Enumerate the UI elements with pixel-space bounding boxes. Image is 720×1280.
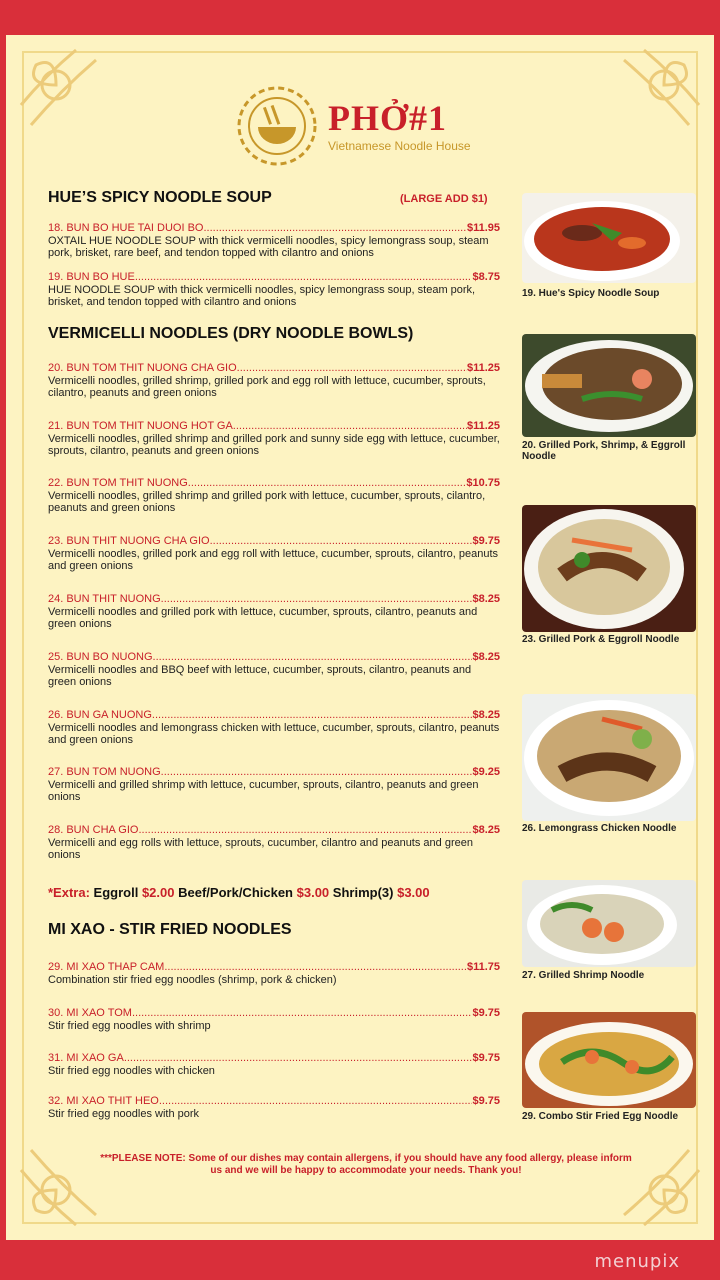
section-title-mixao: MI XAO - STIR FRIED NOODLES <box>48 921 292 938</box>
item-description: Vermicelli noodles, grilled pork and egg roll with lettuce, cucumber, sprouts, cilantro, peanuts and green onions <box>48 548 499 572</box>
photo-grilled-pork-eggroll <box>522 505 696 632</box>
item-description: Stir fried egg noodles with pork <box>48 1108 200 1120</box>
item-name: 25. BUN BO NUONG <box>48 651 153 663</box>
extra-shrimp: Shrimp(3) <box>332 885 394 900</box>
extra-shrimp-price: $3.00 <box>397 885 430 900</box>
item-price: $8.25 <box>472 593 500 605</box>
item-price: $8.75 <box>472 271 500 283</box>
brand-tagline: Vietnamese Noodle House <box>328 139 471 153</box>
photo-caption: 23. Grilled Pork & Eggroll Noodle <box>522 634 680 645</box>
menu-item-23 <box>48 535 500 572</box>
item-price: $10.75 <box>466 477 500 489</box>
item-description: Vermicelli and egg rolls with lettuce, sprouts, cucumber, cilantro and peanuts and green onions <box>48 837 473 861</box>
menu-page <box>6 35 714 1240</box>
top-red-bar <box>0 0 720 30</box>
menu-item-30 <box>48 1007 500 1032</box>
item-name: 30. MI XAO TOM <box>48 1007 132 1019</box>
item-price: $8.25 <box>472 651 500 663</box>
item-price: $11.25 <box>466 362 500 374</box>
menu-item-28 <box>48 824 500 861</box>
item-description: Vermicelli noodles, grilled shrimp and grilled pork with lettuce, cucumber, sprouts, cilantro, peanuts and green onions <box>48 490 486 514</box>
corner-ornament-top-right <box>584 45 704 165</box>
photo-grilled-shrimp <box>522 880 696 967</box>
corner-ornament-top-left <box>16 45 136 165</box>
item-price: $8.25 <box>472 709 500 721</box>
photo-caption: 27. Grilled Shrimp Noodle <box>522 970 645 981</box>
item-name: 28. BUN CHA GIO <box>48 824 139 836</box>
item-description: Stir fried egg noodles with shrimp <box>48 1020 211 1032</box>
item-description: Vermicelli noodles and BBQ beef with lettuce, cucumber, sprouts, cilantro, peanuts and green onions <box>48 664 472 688</box>
item-description: Vermicelli noodles and lemongrass chicken with lettuce, cucumber, sprouts, cilantro, peanuts and green onions <box>48 722 500 746</box>
menu-item-22 <box>48 477 500 514</box>
photo-caption: 29. Combo Stir Fried Egg Noodle <box>522 1111 679 1122</box>
section-title-hue: HUE’S SPICY NOODLE SOUP <box>48 189 272 206</box>
item-name: 19. BUN BO HUE <box>48 271 135 283</box>
photo-lemongrass-chicken <box>522 694 696 821</box>
section-title-vermicelli: VERMICELLI NOODLES (DRY NOODLE BOWLS) <box>48 325 414 342</box>
item-price: $11.75 <box>466 961 500 973</box>
menu-item-25 <box>48 651 500 688</box>
photo-caption: 19. Hue's Spicy Noodle Soup <box>522 288 660 299</box>
menu-item-18 <box>48 222 500 259</box>
item-description: Vermicelli noodles and grilled pork with lettuce, cucumber, sprouts, cilantro, peanuts and green onions <box>48 606 478 630</box>
item-description: Vermicelli and grilled shrimp with lettuce, cucumber, sprouts, cilantro, peanuts and green onions <box>48 779 479 803</box>
menu-item-20 <box>48 362 500 399</box>
item-description: Vermicelli noodles, grilled shrimp, grilled pork and egg roll with lettuce, cucumber, sprouts, cilantro, peanuts and green onions <box>48 375 486 399</box>
item-description: Vermicelli noodles, grilled shrimp and grilled pork and sunny side egg with lettuce, cucumber, sprouts, cilantro, peanuts and green onions <box>48 433 500 457</box>
bowl-emblem-icon <box>236 85 318 167</box>
item-price: $11.95 <box>466 222 500 234</box>
menu-item-32 <box>48 1095 500 1120</box>
item-description: HUE NOODLE SOUP with thick vermicelli noodles, spicy lemongrass soup, steam pork, brisket, and tendon topped with cilantro and onions <box>48 284 476 308</box>
menu-item-26 <box>48 709 500 746</box>
item-name: 27. BUN TOM NUONG <box>48 766 161 778</box>
extra-eggroll-price: $2.00 <box>141 885 175 900</box>
item-price: $9.25 <box>472 766 500 778</box>
photo-caption: 20. Grilled Pork, Shrimp, & Eggroll Noodle <box>522 440 686 462</box>
menu-item-19 <box>48 271 500 308</box>
item-name: 23. BUN THIT NUONG CHA GIO <box>48 535 210 547</box>
brand-name: PHỞ#1 <box>328 98 447 138</box>
item-name: 29. MI XAO THAP CAM <box>48 961 165 973</box>
menu-item-21 <box>48 420 500 457</box>
item-name: 18. BUN BO HUE TAI DUOI BO <box>48 222 204 234</box>
item-name: 24. BUN THIT NUONG <box>48 593 161 605</box>
item-name: 22. BUN TOM THIT NUONG <box>48 477 188 489</box>
menu-item-31 <box>48 1052 500 1077</box>
item-price: $11.25 <box>466 420 500 432</box>
large-add-note: (LARGE ADD $1) <box>400 193 488 205</box>
extras-line <box>48 885 430 900</box>
item-name: 20. BUN TOM THIT NUONG CHA GIO <box>48 362 237 374</box>
menu-item-27 <box>48 766 500 803</box>
item-description: OXTAIL HUE NOODLE SOUP with thick vermicelli noodles, spicy lemongrass soup, steam pork, brisket, rare beef, and tendon topped with cilantro and onions <box>48 235 489 259</box>
menu-item-24 <box>48 593 500 630</box>
extra-eggroll: Eggroll <box>93 885 139 900</box>
item-price: $9.75 <box>472 1007 500 1019</box>
item-description: Stir fried egg noodles with chicken <box>48 1065 215 1077</box>
item-description: Combination stir fried egg noodles (shrimp, pork & chicken) <box>48 974 337 986</box>
allergen-notice: ***PLEASE NOTE: Some of our dishes may contain allergens, if you should have any food allergy, please inform us and we will be happy to accommodate your needs. Thank you! <box>100 1153 632 1176</box>
photo-hue-soup <box>522 193 696 283</box>
restaurant-logo <box>236 85 496 175</box>
photo-grilled-pork-shrimp <box>522 334 696 437</box>
watermark-logo: menupix <box>594 1251 680 1272</box>
item-name: 21. BUN TOM THIT NUONG HOT GA <box>48 420 233 432</box>
extra-meat: Beef/Pork/Chicken <box>178 885 293 900</box>
item-name: 31. MI XAO GA <box>48 1052 124 1064</box>
extra-label: *Extra: <box>48 885 90 900</box>
item-price: $9.75 <box>472 1052 500 1064</box>
item-price: $9.75 <box>472 1095 500 1107</box>
item-name: 26. BUN GA NUONG <box>48 709 152 721</box>
item-price: $9.75 <box>472 535 500 547</box>
item-price: $8.25 <box>472 824 500 836</box>
photo-caption: 26. Lemongrass Chicken Noodle <box>522 823 677 834</box>
extra-meat-price: $3.00 <box>296 885 330 900</box>
menu-item-29 <box>48 961 500 986</box>
item-name: 32. MI XAO THIT HEO <box>48 1095 159 1107</box>
photo-combo-stir-fried <box>522 1012 696 1108</box>
